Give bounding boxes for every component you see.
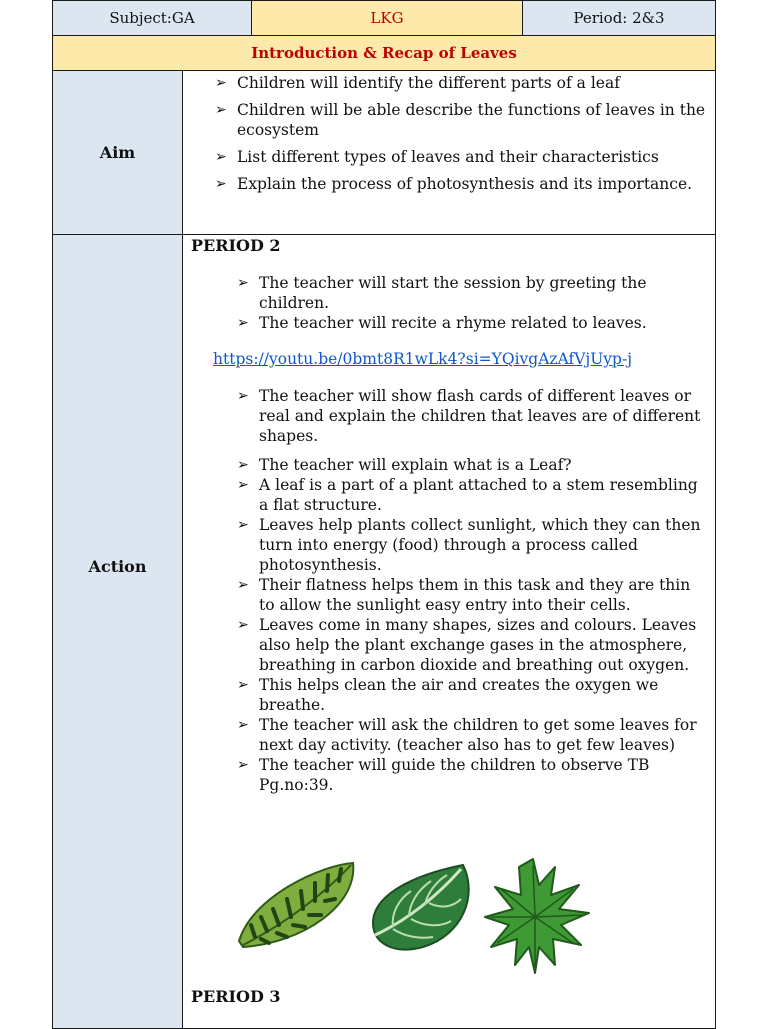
action-list-text: This helps clean the air and creates the oxygen we breathe. (259, 676, 659, 714)
action-list-item (237, 575, 709, 615)
subject-cell (52, 0, 252, 36)
arrow-bullet-icon: ➢ (215, 75, 227, 91)
arrow-bullet-icon: ➢ (237, 617, 249, 633)
arrow-bullet-icon: ➢ (237, 517, 249, 533)
arrow-bullet-icon: ➢ (237, 388, 249, 404)
arrow-bullet-icon: ➢ (237, 717, 249, 733)
striped-leaf-icon (239, 863, 353, 947)
aim-list (215, 73, 707, 201)
action-list-item (237, 675, 709, 715)
aim-list-text: Children will identify the different parts of a leaf (237, 74, 620, 92)
action-list-item (237, 455, 709, 475)
aim-label: Aim (99, 143, 136, 162)
action-list-text: The teacher will guide the children to observe TB Pg.no:39. (259, 756, 650, 794)
arrow-bullet-icon: ➢ (237, 757, 249, 773)
period-2-heading: PERIOD 2 (191, 236, 281, 255)
lesson-plan-table (52, 0, 716, 1024)
lesson-title-cell (52, 35, 716, 71)
subject-label: Subject:GA (109, 9, 195, 27)
arrow-bullet-icon: ➢ (237, 477, 249, 493)
action-list-group-2 (237, 386, 709, 446)
aim-list-text: Explain the process of photosynthesis and its importance. (237, 175, 693, 193)
action-list-text: The teacher will start the session by greeting the children. (259, 274, 647, 312)
aim-list-item (215, 73, 707, 93)
aim-list-item (215, 100, 707, 140)
action-list-text: Leaves come in many shapes, sizes and colours. Leaves also help the plant exchange gases in the atmosphere, breathing in carbon dioxide and breathing out oxygen. (259, 616, 697, 674)
aim-list-item (215, 174, 707, 194)
action-list-item (237, 313, 709, 333)
arrow-bullet-icon: ➢ (237, 315, 249, 331)
arrow-bullet-icon: ➢ (237, 457, 249, 473)
action-list-text: A leaf is a part of a plant attached to a stem resembling a flat structure. (259, 476, 698, 514)
arrow-bullet-icon: ➢ (237, 577, 249, 593)
action-list-item (237, 273, 709, 313)
period-cell (522, 0, 716, 36)
aim-content-cell (182, 70, 716, 235)
arrow-bullet-icon: ➢ (215, 149, 227, 165)
class-cell (251, 0, 523, 36)
action-list-text: The teacher will show flash cards of different leaves or real and explain the children that leaves are of different shapes. (259, 387, 701, 445)
arrow-bullet-icon: ➢ (215, 176, 227, 192)
arrow-bullet-icon: ➢ (237, 275, 249, 291)
action-content-cell (182, 234, 716, 1029)
action-list-text: Their flatness helps them in this task and they are thin to allow the sunlight easy entry into their cells. (259, 576, 691, 614)
action-list-text: The teacher will recite a rhyme related to leaves. (259, 314, 647, 332)
action-list-item (237, 755, 709, 795)
action-list-text: Leaves help plants collect sunlight, which they can then turn into energy (food) through a process called photosynthesis. (259, 516, 701, 574)
action-list-text: The teacher will ask the children to get some leaves for next day activity. (teacher also has to get few leaves) (259, 716, 697, 754)
action-list-item (237, 386, 709, 446)
action-list-item (237, 475, 709, 515)
arrow-bullet-icon: ➢ (215, 102, 227, 118)
action-list-item (237, 615, 709, 675)
period-3-heading: PERIOD 3 (191, 987, 281, 1006)
action-label-cell (52, 234, 183, 1029)
aim-list-item (215, 147, 707, 167)
period-label: Period: 2&3 (573, 9, 665, 27)
veined-leaf-icon (373, 865, 469, 950)
action-list-text: The teacher will explain what is a Leaf? (259, 456, 572, 474)
class-label: LKG (370, 9, 404, 27)
arrow-bullet-icon: ➢ (237, 677, 249, 693)
aim-list-text: List different types of leaves and their characteristics (237, 148, 659, 166)
leaves-svg (233, 855, 593, 975)
aim-list-text: Children will be able describe the functions of leaves in the ecosystem (237, 101, 706, 139)
aim-label-cell (52, 70, 183, 235)
youtube-link[interactable]: https://youtu.be/0bmt8R1wLk4?si=YQivgAzAfVjUyp-j (213, 350, 633, 368)
action-label: Action (88, 557, 147, 576)
action-list-item (237, 715, 709, 755)
action-list-group-3 (237, 455, 709, 795)
action-list-item (237, 515, 709, 575)
action-list-group-1 (237, 273, 709, 333)
lesson-title: Introduction & Recap of Leaves (251, 44, 517, 62)
leaf-illustrations (233, 855, 593, 975)
spiky-leaf-icon (485, 859, 589, 973)
